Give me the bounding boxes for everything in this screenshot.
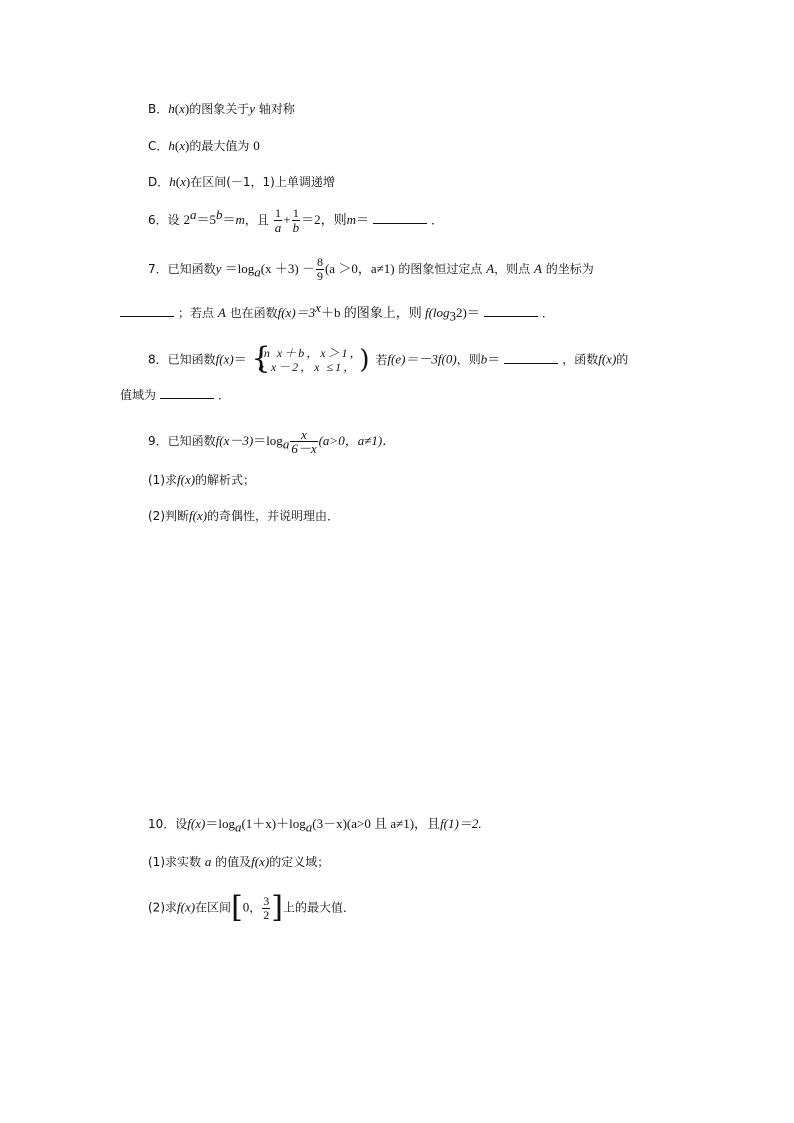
interval-lower: 0 (242, 899, 250, 915)
answer-blank[interactable] (504, 353, 558, 364)
question-text: (1)求实数 (148, 855, 205, 869)
left-bracket: [ (231, 890, 243, 925)
math-subscript: a (282, 436, 290, 452)
question-9-part-1 (148, 472, 255, 488)
question-8-line-2 (120, 387, 230, 403)
math-var: m (346, 212, 356, 227)
option-text: 的最大值为 (189, 139, 254, 153)
question-text: 的解析式； (195, 473, 256, 487)
question-text: (2)判断 (148, 509, 189, 523)
fraction-numerator: 1 (274, 206, 281, 220)
question-text: 的 (616, 352, 629, 367)
fraction (292, 207, 301, 234)
math-text: (x ＋3) － (260, 261, 315, 276)
math-text: ＝ (355, 212, 369, 227)
question-text: (1)求 (148, 473, 177, 487)
question-number: 7．已知函数 (148, 262, 216, 276)
piecewise-row: ln x＋b，x＞1， (258, 346, 364, 360)
math-exponent: a (189, 207, 197, 222)
piecewise-function (251, 341, 370, 376)
fraction-numerator: x (290, 428, 317, 442)
math-func: h (168, 101, 175, 116)
question-text: ． (430, 213, 443, 227)
question-10 (148, 816, 482, 835)
question-6 (148, 207, 443, 234)
question-text: ，且 (244, 213, 269, 227)
answer-blank[interactable] (484, 306, 538, 317)
math-arg: x (179, 138, 186, 153)
option-label: B． (148, 102, 169, 116)
math-func: h (169, 174, 176, 189)
answer-blank[interactable] (120, 306, 174, 317)
math-text: 2 (183, 212, 190, 227)
question-text: ． (541, 306, 554, 320)
math-text: ＝ (487, 351, 501, 367)
option-text: 轴对称 (255, 102, 295, 116)
question-10-part-2 (148, 890, 356, 925)
math-subscript: a (254, 264, 261, 280)
question-text: 也在函数 (225, 306, 278, 320)
math-text: ＝log (253, 433, 283, 448)
math-var: a (204, 854, 212, 869)
question-text: 若 (375, 352, 388, 367)
option-d: D．h(x)在区间(－1，1)上单调递增 (148, 174, 335, 189)
math-text: f(x) (215, 351, 234, 367)
math-text: ＋b 的图象上，则 (320, 305, 425, 320)
math-exponent: b (215, 207, 223, 222)
question-text: 上的最大值． (283, 900, 356, 915)
piecewise-row: e x－2，x ≤1， (258, 360, 358, 374)
fraction (262, 895, 270, 922)
math-text: f(x) (189, 508, 208, 523)
option-b: B．h(x)的图象关于y 轴对称 (148, 101, 295, 116)
right-bracket: ] (271, 890, 284, 925)
math-text: ＝log (205, 816, 235, 831)
math-text: (3－x)(a>0 且 a≠1)，且 (312, 816, 441, 831)
math-text: + (283, 212, 291, 227)
math-text: f(e)＝－3f(0) (387, 351, 457, 367)
math-exponent: x (315, 300, 321, 315)
fraction-denominator: a (274, 220, 282, 235)
question-text: 在区间 (195, 900, 232, 915)
math-text: f(x) (251, 854, 270, 869)
option-c: C．h(x)的最大值为 0 (148, 138, 260, 153)
question-text: (2)求 (148, 900, 177, 915)
math-var: m (235, 212, 245, 227)
math-text: (1＋x)＋log (241, 816, 306, 831)
answer-blank[interactable] (373, 213, 427, 224)
fraction-denominator: 9 (316, 269, 323, 283)
math-value: 0 (253, 138, 260, 153)
fraction-numerator: 8 (316, 255, 323, 269)
question-text: 的图象恒过定点 (394, 262, 487, 276)
option-text: 在区间(－1，1)上单调递增 (190, 175, 335, 189)
question-9-part-2 (148, 508, 339, 524)
question-text: ，则点 (494, 262, 534, 276)
math-subscript: a (234, 819, 242, 835)
fraction (274, 207, 283, 234)
math-text: ＝ (233, 351, 247, 367)
math-arg: x (180, 174, 186, 189)
question-7-line-1 (148, 256, 594, 283)
math-text: ＝2，则 (301, 212, 347, 227)
fraction-numerator: 1 (292, 206, 299, 220)
question-text: 值域为 (120, 388, 157, 402)
math-text: f(x) (187, 816, 206, 831)
math-var: y (249, 101, 255, 116)
math-var: b (480, 351, 488, 367)
fraction (316, 256, 324, 283)
math-subscript: a (305, 819, 313, 835)
math-text: (a>0，a≠1)． (318, 433, 396, 448)
math-text: ＝log (221, 261, 255, 276)
question-number: 6．设 (148, 213, 184, 227)
question-text: 的坐标为 (541, 262, 594, 276)
math-subscript: 3 (449, 308, 457, 324)
math-text: ， (249, 900, 262, 915)
math-var: A (486, 261, 495, 276)
question-7-line-2 (120, 300, 554, 324)
math-text: f(1)＝2. (440, 816, 482, 831)
question-text: ，则 (456, 352, 481, 367)
question-number: 10．设 (148, 817, 188, 831)
question-text: 的值及 (211, 855, 252, 869)
question-10-part-1 (148, 854, 329, 870)
math-var: A (217, 305, 226, 320)
math-text: f(x－3) (215, 433, 254, 448)
fraction-denominator: 2 (263, 907, 270, 922)
math-text: ＝5 (196, 212, 216, 227)
question-text: 的奇偶性，并说明理由． (207, 509, 340, 523)
fraction (290, 428, 317, 455)
fraction-numerator: 3 (263, 893, 270, 908)
fraction-denominator: b (292, 220, 300, 235)
question-text: ． (218, 388, 231, 402)
question-text: ，函数 (562, 352, 599, 367)
math-text: 2)＝ (456, 305, 480, 320)
question-9 (148, 428, 395, 455)
math-text: f(log (424, 305, 450, 320)
math-text: f(x)＝3 (277, 305, 316, 320)
right-paren: ) (359, 345, 370, 375)
math-func: h (168, 138, 175, 153)
option-label: C． (148, 139, 169, 153)
math-arg: x (179, 101, 185, 116)
math-text: ＝ (222, 212, 236, 227)
question-8-line-1 (148, 341, 629, 376)
math-text: (a ＞0，a≠1) (324, 261, 395, 276)
fraction-denominator: 6－x (291, 441, 317, 456)
answer-blank[interactable] (160, 388, 214, 399)
question-number: 8．已知函数 (148, 352, 216, 367)
option-text: 的图象关于 (189, 102, 250, 116)
question-text: ；若点 (178, 306, 218, 320)
question-text: 的定义域； (269, 855, 330, 869)
math-var: y (215, 261, 222, 276)
option-label: D． (148, 175, 170, 189)
question-number: 9．已知函数 (148, 434, 216, 448)
math-var: A (533, 261, 542, 276)
left-brace: { (251, 341, 271, 376)
math-text: f(x) (598, 351, 617, 367)
math-text: f(x) (177, 472, 196, 487)
math-text: f(x) (177, 899, 196, 915)
